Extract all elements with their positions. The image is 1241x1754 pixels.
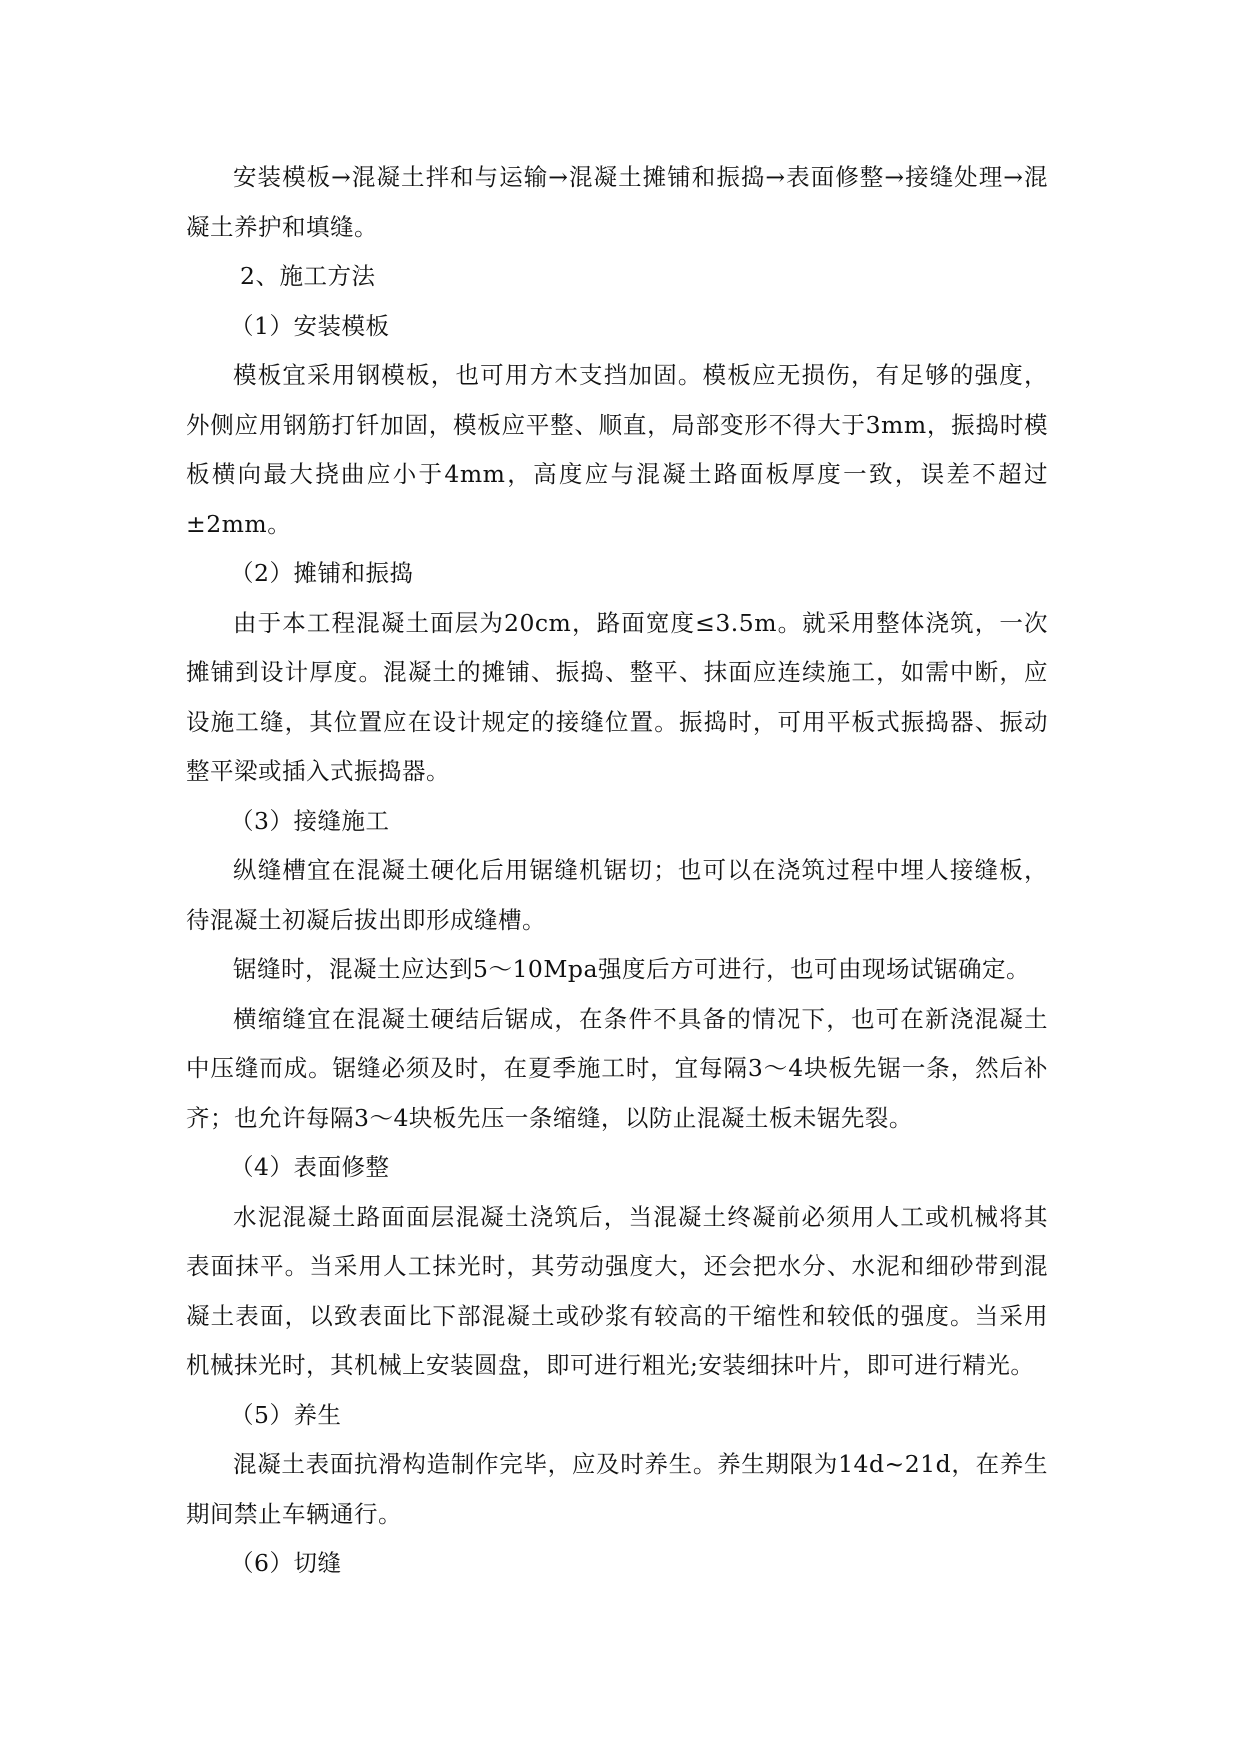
subheading-cutting-joints: （6）切缝 [230, 1549, 342, 1577]
subheading-surface-finishing: （4）表面修整 [230, 1153, 390, 1181]
paragraph-transverse-joint: 横缩缝宜在混凝土硬结后锯成，在条件不具备的情况下，也可在新浇混凝土中压缝而成。锯缝必须及时，在夏季施工时，宜每隔3～4块板先锯一条，然后补齐；也允许每隔3～4块板先压一条缩缝，以防止混凝土板未锯先裂。 [186, 1004, 1048, 1132]
subheading-install-formwork: （1）安装模板 [230, 311, 390, 340]
paragraph-longitudinal-joint: 纵缝槽宜在混凝土硬化后用锯缝机锯切；也可以在浇筑过程中埋人接缝板，待混凝土初凝后拔出即形成缝槽。 [186, 856, 1048, 934]
subheading-paving-vibrating: （2）摊铺和振捣 [230, 559, 414, 587]
paragraph-curing: 混凝土表面抗滑构造制作完毕，应及时养生。养生期限为14d~21d，在养生期间禁止车辆通行。 [186, 1450, 1048, 1528]
paragraph-paving: 由于本工程混凝土面层为20cm，路面宽度≤3.5m。就采用整体浇筑，一次摊铺到设计厚度。混凝土的摊铺、振捣、整平、抹面应连续施工，如需中断，应设施工缝，其位置应在设计规定的接缝位置。振捣时，可用平板式振捣器、振动整平梁或插入式振捣器。 [186, 608, 1048, 785]
paragraph-formwork: 模板宜采用钢模板，也可用方木支挡加固。模板应无损伤，有足够的强度，外侧应用钢筋打钎加固，模板应平整、顺直，局部变形不得大于3mm，振捣时模板横向最大挠曲应小于4mm，高度应与混凝土路面板厚度一致，误差不超过±2mm。 [186, 361, 1048, 538]
subheading-curing: （5）养生 [230, 1400, 342, 1429]
document-page [186, 153, 1048, 1589]
section-heading-construction-method: 2、施工方法 [240, 262, 376, 290]
paragraph-surface-finishing: 水泥混凝土路面面层混凝土浇筑后，当混凝土终凝前必须用人工或机械将其表面抹平。当采用人工抹光时，其劳动强度大，还会把水分、水泥和细砂带到混凝土表面，以致表面比下部混凝土或砂浆有较高的干缩性和较低的强度。当采用机械抹光时，其机械上安装圆盘，即可进行粗光;安装细抹叶片，即可进行精光。 [186, 1202, 1048, 1379]
subheading-joint-construction: （3）接缝施工 [230, 806, 390, 835]
paragraph-saw-cutting: 锯缝时，混凝土应达到5～10Mpa强度后方可进行，也可由现场试锯确定。 [233, 955, 1030, 983]
paragraph-process-flow: 安装模板→混凝土拌和与运输→混凝土摊铺和振捣→表面修整→接缝处理→混凝土养护和填缝。 [186, 163, 1048, 241]
